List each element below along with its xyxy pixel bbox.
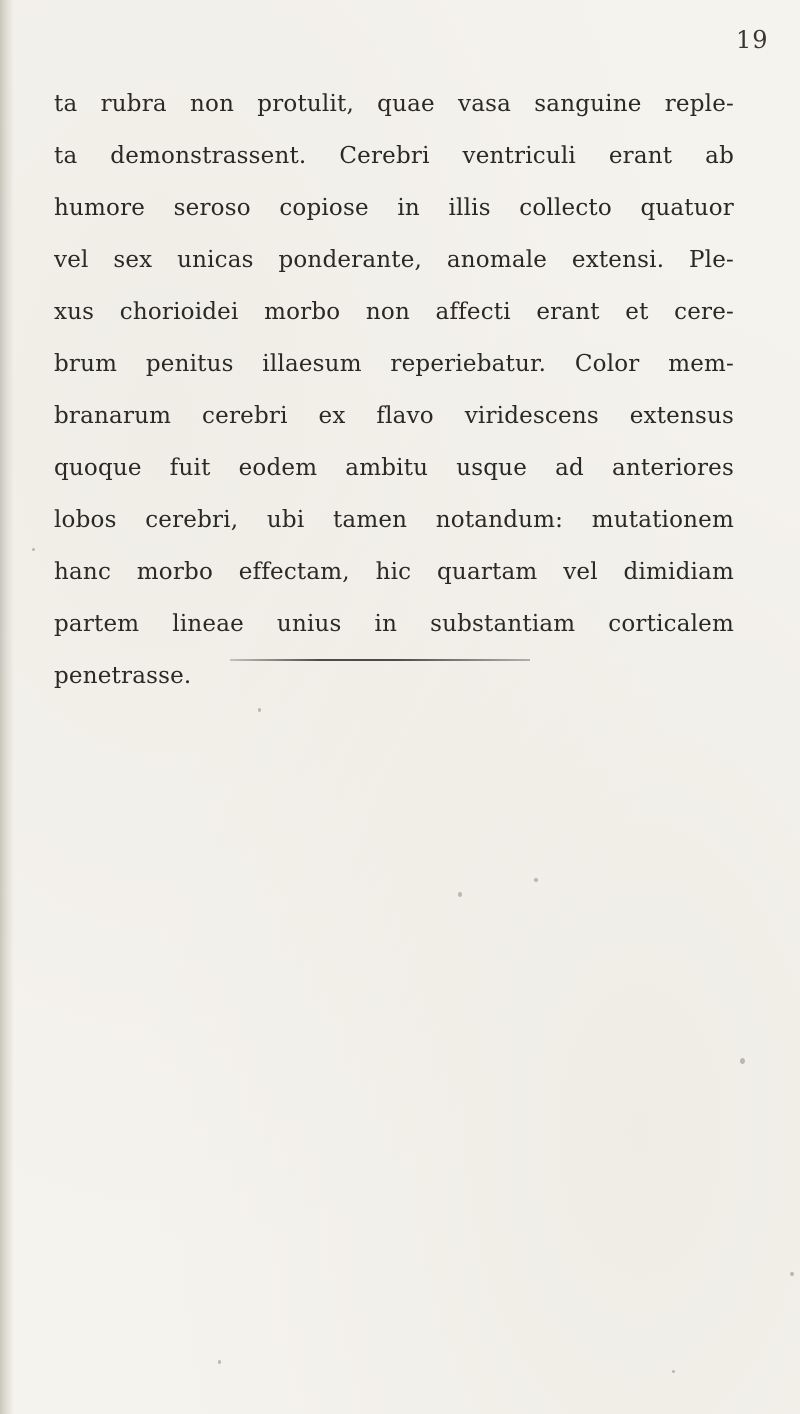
text-line: xus chorioidei morbo non affecti erant et cere-: [54, 299, 734, 325]
text-line: ta rubra non protulit, quae vasa sanguine reple-: [54, 91, 734, 117]
paper-speck: [790, 1272, 794, 1276]
text-line: lobos cerebri, ubi tamen notandum: mutationem: [54, 507, 734, 533]
paper-speck: [534, 878, 538, 882]
paper-speck: [672, 1370, 675, 1373]
text-line: humore seroso copiose in illis collecto quatuor: [54, 195, 734, 221]
text-line: ta demonstrassent. Cerebri ventriculi erant ab: [54, 143, 734, 169]
paper-speck: [32, 548, 35, 551]
text-line: quoque fuit eodem ambitu usque ad anteriores: [54, 455, 734, 481]
text-line: hanc morbo effectam, hic quartam vel dimidiam: [54, 559, 734, 585]
page-number: 19: [736, 26, 769, 54]
paper-speck: [218, 1360, 221, 1364]
text-line: brum penitus illaesum reperiebatur. Color mem-: [54, 351, 734, 377]
paper-speck: [258, 708, 261, 712]
section-divider-rule: [230, 659, 530, 661]
text-line: vel sex unicas ponderante, anomale extensi. Ple-: [54, 247, 734, 273]
text-line: branarum cerebri ex flavo viridescens extensus: [54, 403, 734, 429]
paper-speck: [458, 892, 462, 897]
body-paragraph: [54, 78, 734, 702]
paper-speck: [740, 1058, 745, 1064]
page-binding-edge: [0, 0, 14, 1414]
text-line: penetrasse.: [54, 663, 192, 689]
text-line: partem lineae unius in substantiam corticalem: [54, 611, 734, 637]
